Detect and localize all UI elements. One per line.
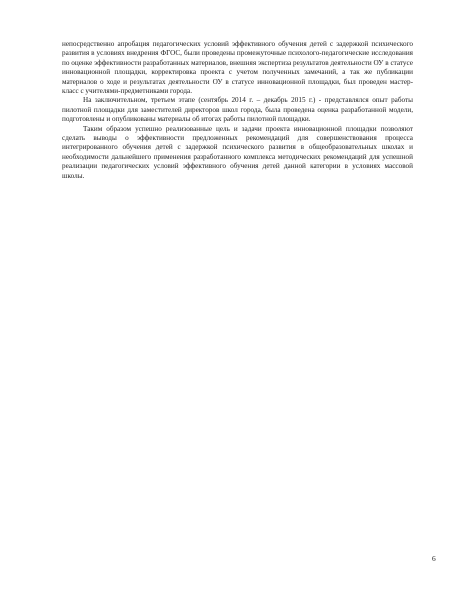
paragraph-2: На заключительном, третьем этапе (сентябрь 2014 г. – декабрь 2015 г.) - представлялся опыт работы пилотной площадки для заместителей директоров школ города, была проведена оценка разработанной модели, подготовлены и опубликованы материалы об итогах работы пилотной площадки. xyxy=(62,96,413,124)
paragraph-3: Таким образом успешно реализованные цель и задачи проекта инновационной площадки позволяют сделать выводы о эффективности предложенных рекомендаций для совершенствования процесса интегрированного обучения детей с задержкой психического развития в общеобразовательных школах и необходимости дальнейшего применения разработанного комплекса методических рекомендаций для успешной реализации педагогических условий эффективного обучения детей данной категории в условиях массовой школы. xyxy=(62,124,413,180)
page-body xyxy=(62,40,413,181)
page-number: 6 xyxy=(432,554,436,563)
paragraph-1: непосредственно апробация педагогических условий эффективного обучения детей с задержкой психического развития в условиях внедрения ФГОС, были проведены промежуточные психолого-педагогические исследования по оценке эффективности разработанных материалов, внешняя экспертиза результатов деятельности ОУ в статусе инновационной площадки, корректировка проекта с учетом полученных замечаний, а так же публикации материалов о ходе и результатах деятельности ОУ в статусе инновационной площадки, был проведен мастер-класс с учителями-предметниками города. xyxy=(62,40,413,96)
